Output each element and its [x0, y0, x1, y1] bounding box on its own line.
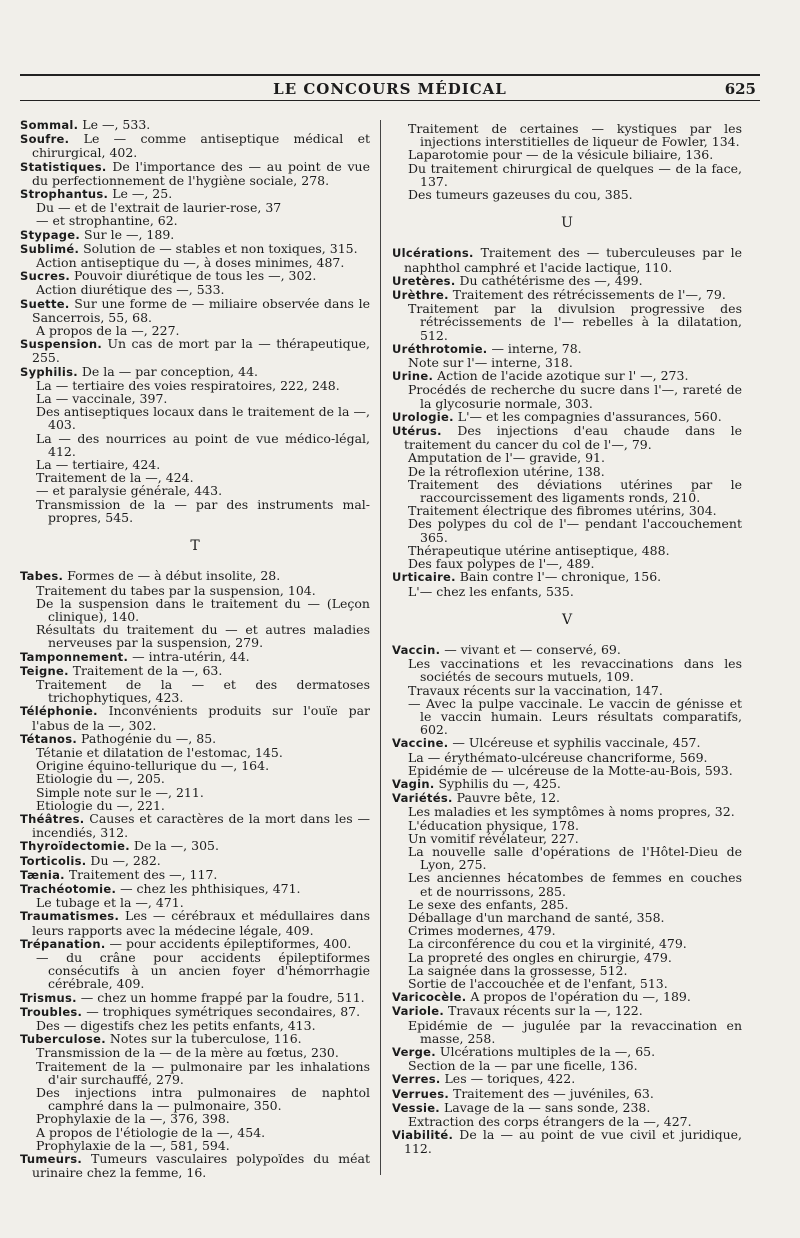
index-subentry: Crimes modernes, 479.	[408, 923, 556, 939]
index-subentry: La circonférence du cou et la virginité, 479.	[408, 936, 687, 952]
index-entry	[392, 246, 742, 273]
index-subentry: Des — digestifs chez les petits enfants, 413.	[36, 1018, 316, 1033]
entry-headword: Varicocèle.	[392, 990, 467, 1005]
entry-headword: Tumeurs.	[20, 1152, 83, 1167]
index-entry	[392, 1072, 742, 1086]
index-entry	[20, 160, 370, 187]
index-subentry: Les vaccinations et les revaccinations dans les sociétés de secours mutuels, 109.	[408, 656, 742, 685]
index-subentry: L'— chez les enfants, 535.	[408, 583, 574, 599]
entry-text: Ulcérations multiples de la —, 65.	[435, 1044, 656, 1059]
entry-headword: Stypage.	[20, 227, 81, 242]
index-entry	[20, 868, 370, 882]
index-subentry: Traitement de la — et des dermatoses trichophytiques, 423.	[36, 676, 370, 706]
index-subentry: Transmission de la — de la mère au fœtus, 230.	[36, 1045, 339, 1061]
entry-headword: Trachéotomie.	[20, 881, 117, 896]
index-subentry: Traitement de la —, 424.	[36, 470, 194, 486]
entry-headword: Uretères.	[392, 273, 456, 288]
index-subentry: Action antiseptique du —, à doses minimes, 487.	[36, 255, 345, 271]
index-subentry: La — tertiaire, 424.	[36, 457, 161, 473]
entry-text: Action de l'acide azotique sur l' —, 273.	[433, 368, 689, 384]
entry-headword: Sublimé.	[20, 241, 80, 256]
entry-headword: Suspension.	[20, 337, 103, 352]
index-subentry: Des tumeurs gazeuses du cou, 385.	[408, 187, 633, 203]
header-rule-top	[20, 74, 760, 76]
index-subentry: A propos de l'étiologie de la —, 454.	[36, 1124, 266, 1140]
entry-headword: Traumatismes.	[20, 909, 120, 924]
index-entry	[20, 704, 370, 731]
entry-headword: Torticolis.	[20, 853, 87, 868]
index-subentry: Traitement des déviations utérines par le raccourcissement des ligaments ronds, 210.	[408, 476, 742, 506]
index-entry	[20, 337, 370, 364]
entry-text: Les — cérébraux et médullaires dans leurs rapports avec la médecine légale, 409.	[32, 908, 370, 938]
index-entry	[20, 118, 370, 132]
entry-text: — trophiques symétriques secondaires, 87.	[82, 1003, 361, 1019]
index-entry	[392, 1004, 742, 1018]
entry-headword: Tamponnement.	[20, 649, 129, 664]
index-subentry: Amputation de l'— gravide, 91.	[408, 450, 605, 466]
index-entry	[20, 297, 370, 324]
entry-headword: Strophantus.	[20, 187, 109, 202]
left-column	[20, 118, 370, 1179]
entry-headword: Utérus.	[392, 424, 442, 439]
index-entry	[392, 736, 742, 750]
index-entry	[20, 854, 370, 868]
entry-headword: Suette.	[20, 296, 70, 311]
entry-text: — pour accidents épileptiformes, 400.	[105, 935, 352, 951]
section-letter: T	[190, 538, 200, 555]
index-subentry: L'éducation physique, 178.	[408, 817, 579, 833]
index-entry	[20, 365, 370, 379]
entry-headword: Urologie.	[392, 409, 454, 424]
entry-headword: Tænia.	[20, 867, 65, 882]
journal-title: LE CONCOURS MÉDICAL	[273, 80, 507, 98]
entry-text: Causes et caractères de la mort dans les — incendiés, 312.	[32, 810, 370, 841]
index-subentry: Traitement de la — pulmonaire par les inhalations d'air surchauffé, 279.	[36, 1058, 370, 1087]
index-subentry: Traitement par la divulsion progressive des rétrécissements de l'— rebelles à la dilatation, 512.	[408, 301, 742, 343]
index-entry	[20, 812, 370, 839]
entry-headword: Trismus.	[20, 990, 77, 1005]
entry-text: Syphilis du —, 425.	[434, 775, 561, 791]
index-subentry: Simple note sur le —, 211.	[36, 784, 204, 800]
index-subentry: Un vomitif révélateur, 227.	[408, 830, 579, 846]
index-entry	[20, 991, 370, 1005]
index-entry	[20, 132, 370, 159]
section-letter: V	[561, 611, 573, 628]
header-rule-bottom	[20, 100, 760, 101]
entry-text: L'— et les compagnies d'assurances, 560.	[453, 408, 722, 424]
index-entry	[20, 269, 370, 283]
index-subentry: Action diurétique des —, 533.	[36, 282, 225, 298]
index-subentry: Des faux polypes de l'—, 489.	[408, 556, 595, 572]
entry-headword: Variole.	[392, 1004, 445, 1019]
index-subentry: Résultats du traitement du — et autres maladies nerveuses par la suspension, 279.	[36, 622, 370, 651]
entry-text: — interne, 78.	[487, 340, 582, 356]
index-entry	[20, 650, 370, 664]
entry-headword: Soufre.	[20, 132, 70, 147]
index-subentry: Travaux récents sur la vaccination, 147.	[408, 682, 663, 698]
entry-headword: Sommal.	[20, 118, 79, 132]
index-subentry: Du — et de l'extrait de laurier-rose, 37	[36, 200, 282, 216]
page-header	[20, 74, 760, 100]
entry-headword: Tabes.	[20, 569, 64, 584]
index-subentry: — Avec la pulpe vaccinale. Le vaccin de génisse et le vaccin humain. Leurs résultats comparatifs, 602.	[408, 695, 742, 738]
entry-text: Traitement des rétrécissements de l'—, 79.	[448, 287, 726, 303]
entry-text: Bain contre l'— chronique, 156.	[455, 569, 662, 585]
index-subentry: Les anciennes hécatombes de femmes en couches et de nourrissons, 285.	[408, 870, 742, 899]
index-entry	[20, 909, 370, 936]
index-subentry: Epidémie de — ulcéreuse de la Motte-au-Bois, 593.	[408, 762, 733, 778]
entry-text: De la — au point de vue civil et juridique, 112.	[404, 1127, 742, 1157]
index-entry	[392, 1101, 742, 1115]
index-subentry: Prophylaxie de la —, 376, 398.	[36, 1111, 230, 1127]
entry-text: Des injections d'eau chaude dans le traitement du cancer du col de l'—, 79.	[404, 423, 742, 453]
entry-text: Inconvénients produits sur l'ouïe par l'abus de la —, 302.	[32, 703, 370, 733]
column-divider	[380, 120, 381, 1175]
index-subentry: Procédés de recherche du sucre dans l'—, rareté de la glycosurie normale, 303.	[408, 382, 742, 411]
index-entry	[392, 777, 742, 791]
entry-text: — intra-utérin, 44.	[128, 648, 250, 664]
index-subentry: Des antiseptiques locaux dans le traitement de la —, 403.	[36, 404, 370, 433]
entry-text: Pathogénie du —, 85.	[77, 730, 217, 746]
index-entry	[20, 569, 370, 583]
entry-text: — chez un homme frappé par la foudre, 511.	[76, 989, 365, 1005]
index-entry	[392, 570, 742, 584]
index-entry	[20, 228, 370, 242]
index-subentry: — du crâne pour accidents épileptiformes consécutifs à un ancien foyer d'hémorrhagie cérébrale, 409.	[36, 949, 370, 992]
entry-text: Formes de — à début insolite, 28.	[63, 568, 281, 584]
index-entry	[20, 187, 370, 201]
index-subentry: Transmission de la — par des instruments mal-propres, 545.	[36, 496, 370, 525]
index-subentry: La propreté des ongles en chirurgie, 479.	[408, 949, 672, 965]
index-entry	[20, 1005, 370, 1019]
index-subentry: Traitement du tabes par la suspension, 104.	[36, 582, 316, 598]
entry-text: Les — toriques, 422.	[440, 1071, 576, 1087]
index-entry	[392, 369, 742, 383]
entry-headword: Sucres.	[20, 269, 71, 284]
entry-headword: Vagin.	[392, 776, 435, 791]
entry-text: Notes sur la tuberculose, 116.	[105, 1031, 302, 1047]
entry-text: Pauvre bête, 12.	[452, 790, 561, 806]
index-subentry: Sortie de l'accouchée et de l'enfant, 513.	[408, 975, 668, 991]
entry-headword: Verge.	[392, 1045, 436, 1059]
entry-text: Traitement des — tuberculeuses par le naphthol camphré et l'acide lactique, 110.	[404, 245, 742, 275]
section-letter: U	[561, 215, 573, 232]
index-entry	[20, 242, 370, 256]
page-number: 625	[724, 80, 756, 98]
entry-text: Traitement des — juvéniles, 63.	[449, 1085, 654, 1101]
entry-headword: Théâtres.	[20, 811, 85, 826]
index-entry	[392, 342, 742, 356]
entry-headword: Verrues.	[392, 1086, 450, 1101]
entry-headword: Vessie.	[392, 1100, 440, 1115]
entry-text: Le — comme antiseptique médical et chirurgical, 402.	[32, 131, 370, 161]
entry-headword: Verres.	[392, 1072, 441, 1087]
entry-text: De la —, 305.	[129, 838, 219, 854]
index-subentry: Section de la — par une ficelle, 136.	[408, 1058, 638, 1074]
index-subentry: Extraction des corps étrangers de la —, 427.	[408, 1114, 692, 1130]
index-subentry: La — érythémato-ulcéreuse chancriforme, 569.	[408, 749, 708, 765]
entry-text: Le —, 533.	[78, 117, 151, 132]
index-subentry: Laparotomie pour — de la vésicule biliaire, 136.	[408, 147, 714, 163]
entry-text: Travaux récents sur la —, 122.	[444, 1003, 643, 1019]
entry-text: — Ulcéreuse et syphilis vaccinale, 457.	[448, 735, 701, 751]
index-subentry: Prophylaxie de la —, 581, 594.	[36, 1137, 230, 1153]
index-subentry: Le tubage et la —, 471.	[36, 895, 184, 911]
entry-text: Sur le —, 189.	[80, 226, 175, 242]
index-subentry: Thérapeutique utérine antiseptique, 488.	[408, 542, 670, 558]
index-entry	[20, 882, 370, 896]
entry-headword: Urine.	[392, 369, 434, 384]
entry-headword: Tuberculose.	[20, 1032, 106, 1047]
index-entry	[20, 732, 370, 746]
entry-headword: Trépanation.	[20, 936, 106, 951]
index-subentry: Etiologie du —, 221.	[36, 797, 165, 813]
entry-headword: Viabilité.	[392, 1128, 454, 1143]
entry-text: Pouvoir diurétique de tous les —, 302.	[70, 268, 317, 284]
index-entry	[392, 410, 742, 424]
index-entry	[20, 664, 370, 678]
entry-text: — chez les phthisiques, 471.	[116, 880, 301, 896]
index-subentry: Tétanie et dilatation de l'estomac, 145.	[36, 744, 283, 760]
index-entry	[20, 839, 370, 853]
index-subentry: La — tertiaire des voies respiratoires, 222, 248.	[36, 377, 340, 393]
entry-headword: Variétés.	[392, 791, 453, 806]
entry-headword: Urticaire.	[392, 570, 456, 585]
index-subentry: Traitement de certaines — kystiques par les injections interstitielles de liqueur de Fowler, 134.	[408, 121, 742, 150]
entry-headword: Statistiques.	[20, 159, 107, 174]
entry-headword: Vaccine.	[392, 736, 449, 751]
index-subentry: De la rétroflexion utérine, 138.	[408, 463, 605, 479]
index-entry	[392, 990, 742, 1004]
index-entry	[20, 1032, 370, 1046]
index-subentry: — et paralysie générale, 443.	[36, 483, 223, 499]
index-entry	[392, 1045, 742, 1059]
right-column	[392, 122, 742, 1156]
entry-text: Du cathétérisme des —, 499.	[455, 272, 643, 288]
index-subentry: Des polypes du col de l'— pendant l'accouchement 365.	[408, 516, 742, 545]
entry-text: Traitement de la —, 63.	[68, 662, 223, 678]
entry-text: Solution de — stables et non toxiques, 315.	[79, 240, 358, 256]
entry-headword: Tétanos.	[20, 731, 78, 746]
entry-headword: Syphilis.	[20, 364, 78, 379]
index-subentry: La saignée dans la grossesse, 512.	[408, 962, 628, 978]
index-subentry: Epidémie de — jugulée par la revaccination en masse, 258.	[408, 1017, 742, 1046]
entry-text: A propos de l'opération du —, 189.	[466, 989, 691, 1005]
index-subentry: Le sexe des enfants, 285.	[408, 896, 569, 912]
entry-text: — vivant et — conservé, 69.	[440, 641, 621, 657]
index-subentry: Déballage d'un marchand de santé, 358.	[408, 909, 665, 925]
entry-headword: Uréthrotomie.	[392, 341, 488, 356]
index-entry	[392, 1128, 742, 1155]
index-subentry: Etiologie du —, 205.	[36, 771, 165, 787]
index-entry	[20, 1152, 370, 1179]
entry-text: Le —, 25.	[108, 186, 173, 202]
entry-headword: Teigne.	[20, 663, 69, 678]
entry-headword: Téléphonie.	[20, 704, 98, 719]
index-subentry: De la suspension dans le traitement du — (Leçon clinique), 140.	[36, 595, 370, 624]
index-subentry: La — des nourrices au point de vue médico-légal, 412.	[36, 430, 370, 459]
index-subentry: Traitement électrique des fibromes utérins, 304.	[408, 503, 717, 519]
entry-headword: Urèthre.	[392, 288, 449, 303]
index-subentry: Du traitement chirurgical de quelques — de la face, 137.	[408, 160, 742, 189]
index-subentry: Les maladies et les symptômes à noms propres, 32.	[408, 804, 735, 820]
index-subentry: La nouvelle salle d'opérations de l'Hôtel-Dieu de Lyon, 275.	[408, 843, 742, 873]
entry-text: Lavage de la — sans sonde, 238.	[439, 1099, 651, 1115]
index-subentry: La — vaccinale, 397.	[36, 391, 168, 407]
index-entry	[20, 937, 370, 951]
index-entry	[392, 643, 742, 657]
index-entry	[392, 424, 742, 451]
entry-headword: Thyroïdectomie.	[20, 839, 130, 854]
index-entry	[392, 274, 742, 288]
index-entry	[392, 791, 742, 805]
index-entry	[392, 1087, 742, 1101]
index-entry	[392, 288, 742, 302]
entry-text: De la — par conception, 44.	[77, 363, 259, 379]
entry-text: Sur une forme de — miliaire observée dans le Sancerrois, 55, 68.	[32, 295, 370, 325]
entry-text: Un cas de mort par la — thérapeutique, 255.	[32, 336, 370, 366]
index-subentry: Note sur l'— interne, 318.	[408, 355, 573, 371]
index-subentry: — et strophantine, 62.	[36, 213, 178, 229]
entry-text: Du —, 282.	[86, 852, 161, 868]
entry-headword: Vaccin.	[392, 642, 441, 657]
entry-text: Tumeurs vasculaires polypoïdes du méat urinaire chez la femme, 16.	[32, 1151, 370, 1181]
entry-text: Traitement des —, 117.	[64, 866, 218, 882]
entry-text: De l'importance des — au point de vue du perfectionnement de l'hygiène sociale, 278.	[32, 158, 370, 188]
index-subentry: Origine équino-tellurique du —, 164.	[36, 758, 270, 774]
entry-headword: Troubles.	[20, 1004, 83, 1019]
index-subentry: A propos de la —, 227.	[36, 323, 180, 339]
index-subentry: Des injections intra pulmonaires de naphtol camphré dans la — pulmonaire, 350.	[36, 1085, 370, 1114]
entry-headword: Ulcérations.	[392, 246, 474, 261]
